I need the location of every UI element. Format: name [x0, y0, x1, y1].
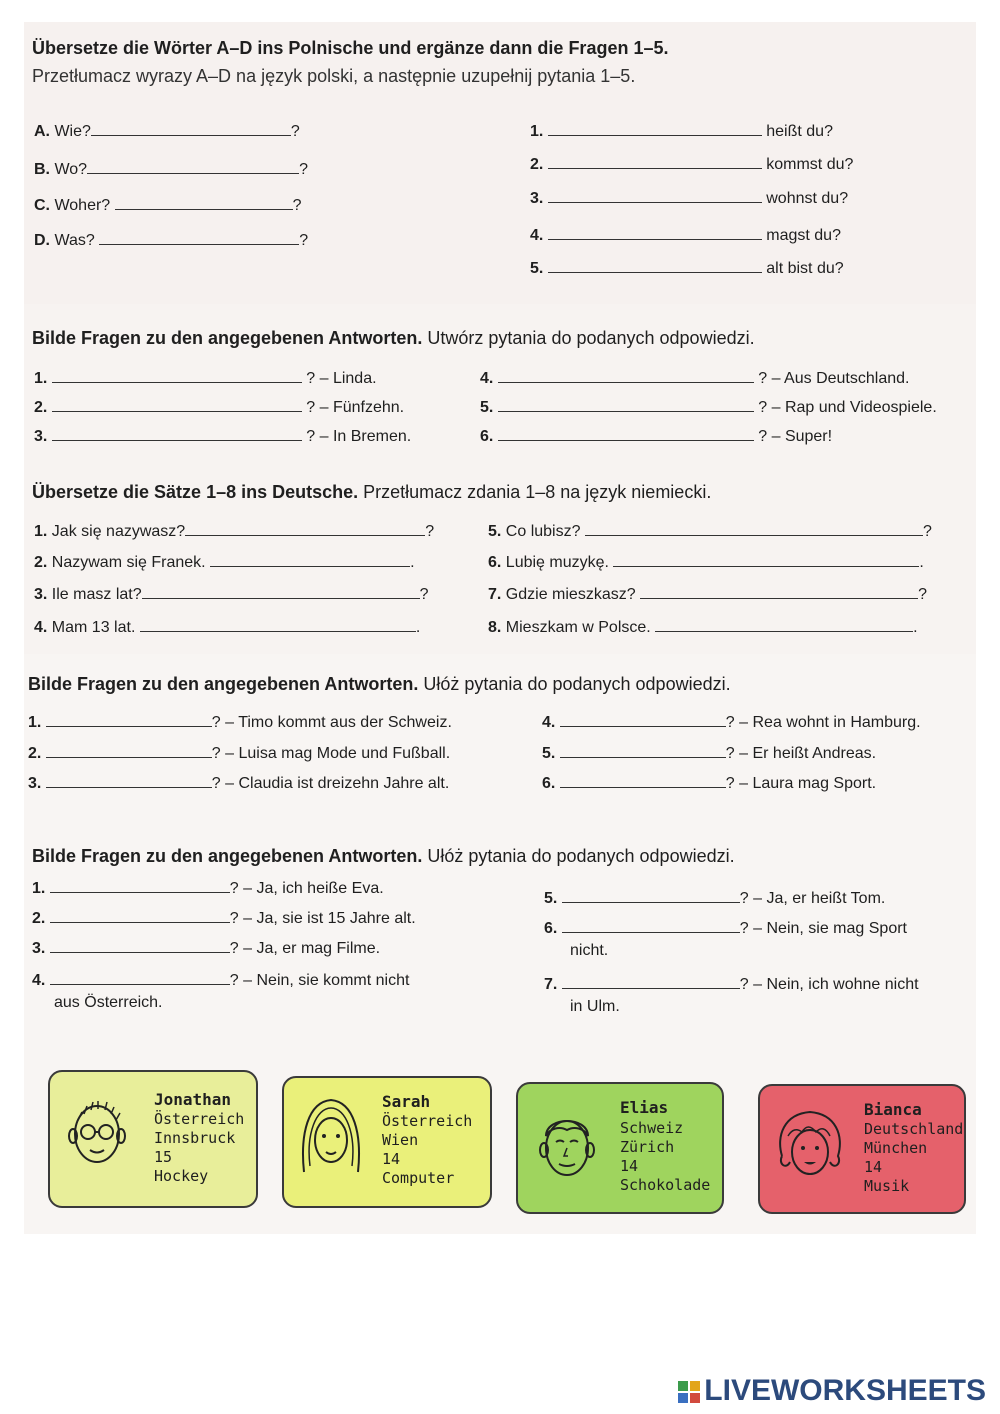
answer-line[interactable] [560, 712, 726, 727]
ex3-item-2: 2. Nazywam się Franek. . [34, 554, 415, 571]
ex5-item-5: 5. ? – Ja, er heißt Tom. [544, 890, 886, 907]
exercise-1-subheading: Przetłumacz wyrazy A–D na język polski, a następnie uzupełnij pytania 1–5. [32, 66, 636, 86]
liveworksheets-logo [678, 1374, 986, 1408]
card-city: Zürich [620, 1138, 675, 1156]
exercise-1-heading: Übersetze die Wörter A–D ins Polnische und ergänze dann die Fragen 1–5. [32, 38, 669, 58]
answer-line[interactable] [50, 970, 230, 985]
answer-line[interactable] [52, 426, 302, 441]
ex5-item-6-continuation: nicht. [570, 942, 609, 959]
card-age: 14 [382, 1150, 401, 1168]
answer-line[interactable] [115, 195, 293, 210]
answer-line[interactable] [52, 368, 302, 383]
answer-line[interactable] [548, 121, 762, 136]
ex2-item-6: 6. ? – Super! [480, 428, 833, 445]
ex2-item-5: 5. ? – Rap und Videospiele. [480, 399, 937, 416]
answer-line[interactable] [548, 225, 762, 240]
card-age: 14 [864, 1158, 883, 1176]
answer-line[interactable] [548, 154, 762, 169]
answer-line[interactable] [46, 712, 212, 727]
card-country: Schweiz [620, 1119, 684, 1137]
exercise-4-5-panel [24, 654, 976, 1234]
ex3-item-4: 4. Mam 13 lat. . [34, 619, 421, 636]
ex3-item-8: 8. Mieszkam w Polsce. . [488, 619, 918, 636]
girl-curly-hair-icon [774, 1106, 846, 1186]
ex4-item-4: 4. ? – Rea wohnt in Hamburg. [542, 714, 921, 731]
ex4-item-2: 2. ? – Luisa mag Mode und Fußball. [28, 745, 451, 762]
girl-face-icon [296, 1094, 366, 1178]
liveworksheets-mark-icon [678, 1381, 700, 1403]
answer-line[interactable] [50, 908, 230, 923]
ex5-item-4-continuation: aus Österreich. [54, 994, 163, 1011]
ex2-item-4: 4. ? – Aus Deutschland. [480, 370, 910, 387]
ex5-item-6: 6. ? – Nein, sie mag Sport [544, 920, 907, 937]
card-name: Sarah [382, 1092, 431, 1111]
ex1-item-c: C. Woher? ? [34, 197, 302, 214]
ex4-item-1: 1. ? – Timo kommt aus der Schweiz. [28, 714, 452, 731]
exercise-1-panel [24, 22, 976, 304]
card-name: Jonathan [154, 1090, 232, 1109]
ex4-item-6: 6. ? – Laura mag Sport. [542, 775, 877, 792]
ex5-item-4: 4. ? – Nein, sie kommt nicht [32, 972, 410, 989]
answer-line[interactable] [46, 773, 212, 788]
profile-card-sarah [282, 1076, 492, 1208]
card-name: Elias [620, 1098, 669, 1117]
answer-line[interactable] [50, 878, 230, 893]
answer-line[interactable] [498, 368, 754, 383]
ex3-item-6: 6. Lubię muzykę. . [488, 554, 924, 571]
profile-card-elias [516, 1082, 724, 1214]
ex2-item-3: 3. ? – In Bremen. [34, 428, 412, 445]
answer-line[interactable] [613, 552, 919, 567]
answer-line[interactable] [87, 159, 299, 174]
ex1-item-d: D. Was? ? [34, 232, 309, 249]
ex1-item-2: 2. kommst du? [530, 156, 854, 173]
card-country: Deutschland [864, 1120, 964, 1138]
profile-card-jonathan [48, 1070, 258, 1208]
answer-line[interactable] [52, 397, 302, 412]
ex5-item-7-continuation: in Ulm. [570, 998, 620, 1015]
answer-line[interactable] [142, 584, 420, 599]
answer-line[interactable] [548, 258, 762, 273]
ex1-item-a: A. Wie? ? [34, 123, 300, 140]
answer-line[interactable] [640, 584, 918, 599]
ex1-item-b: B. Wo? ? [34, 161, 308, 178]
exercise-3-heading: Übersetze die Sätze 1–8 ins Deutsche. Przetłumacz zdania 1–8 na język niemiecki. [32, 482, 712, 502]
ex1-item-1: 1. heißt du? [530, 123, 833, 140]
card-city: München [864, 1139, 928, 1157]
answer-line[interactable] [562, 974, 740, 989]
boy-glasses-face-icon [64, 1094, 130, 1170]
ex4-item-3: 3. ? – Claudia ist dreizehn Jahre alt. [28, 775, 450, 792]
answer-line[interactable] [498, 397, 754, 412]
card-name: Bianca [864, 1100, 922, 1119]
card-hobby: Schokolade [620, 1176, 711, 1194]
ex2-item-2: 2. ? – Fünfzehn. [34, 399, 405, 416]
ex4-item-5: 5. ? – Er heißt Andreas. [542, 745, 877, 762]
answer-line[interactable] [548, 188, 762, 203]
ex3-item-7: 7. Gdzie mieszkasz? ? [488, 586, 927, 603]
profile-card-bianca [758, 1084, 966, 1214]
answer-line[interactable] [46, 743, 212, 758]
ex3-item-3: 3. Ile masz lat? ? [34, 586, 429, 603]
ex5-item-1: 1. ? – Ja, ich heiße Eva. [32, 880, 384, 897]
answer-line[interactable] [99, 230, 299, 245]
brand-text: LIVEWORKSHEETS [704, 1374, 986, 1407]
card-city: Innsbruck [154, 1129, 236, 1147]
ex3-item-5: 5. Co lubisz? ? [488, 523, 932, 540]
exercise-2-heading: Bilde Fragen zu den angegebenen Antworten. Utwórz pytania do podanych odpowiedzi. [32, 328, 755, 348]
answer-line[interactable] [560, 743, 726, 758]
answer-line[interactable] [562, 888, 740, 903]
answer-line[interactable] [655, 617, 913, 632]
card-age: 15 [154, 1148, 173, 1166]
answer-line[interactable] [562, 918, 740, 933]
answer-line[interactable] [185, 521, 425, 536]
ex5-item-3: 3. ? – Ja, er mag Filme. [32, 940, 381, 957]
ex5-item-7: 7. ? – Nein, ich wohne nicht [544, 976, 919, 993]
exercise-5-heading: Bilde Fragen zu den angegebenen Antworten. Ułóż pytania do podanych odpowiedzi. [32, 846, 735, 866]
exercise-4-heading: Bilde Fragen zu den angegebenen Antworten. Ułóż pytania do podanych odpowiedzi. [28, 674, 731, 694]
card-hobby: Computer [382, 1169, 455, 1187]
ex2-item-1: 1. ? – Linda. [34, 370, 377, 387]
exercise-2-3-panel [24, 304, 976, 654]
answer-line[interactable] [50, 938, 230, 953]
card-hobby: Hockey [154, 1167, 209, 1185]
card-hobby: Musik [864, 1177, 910, 1195]
ex5-item-2: 2. ? – Ja, sie ist 15 Jahre alt. [32, 910, 416, 927]
card-age: 14 [620, 1157, 639, 1175]
answer-line[interactable] [560, 773, 726, 788]
answer-line[interactable] [498, 426, 754, 441]
card-country: Österreich [382, 1112, 473, 1130]
answer-line[interactable] [585, 521, 923, 536]
card-country: Österreich [154, 1110, 245, 1128]
card-city: Wien [382, 1131, 419, 1149]
answer-line[interactable] [91, 121, 291, 136]
boy-face-icon [534, 1106, 600, 1182]
ex1-item-4: 4. magst du? [530, 227, 841, 244]
ex1-item-3: 3. wohnst du? [530, 190, 849, 207]
ex1-item-5: 5. alt bist du? [530, 260, 844, 277]
ex3-item-1: 1. Jak się nazywasz? ? [34, 523, 435, 540]
answer-line[interactable] [140, 617, 416, 632]
answer-line[interactable] [210, 552, 410, 567]
